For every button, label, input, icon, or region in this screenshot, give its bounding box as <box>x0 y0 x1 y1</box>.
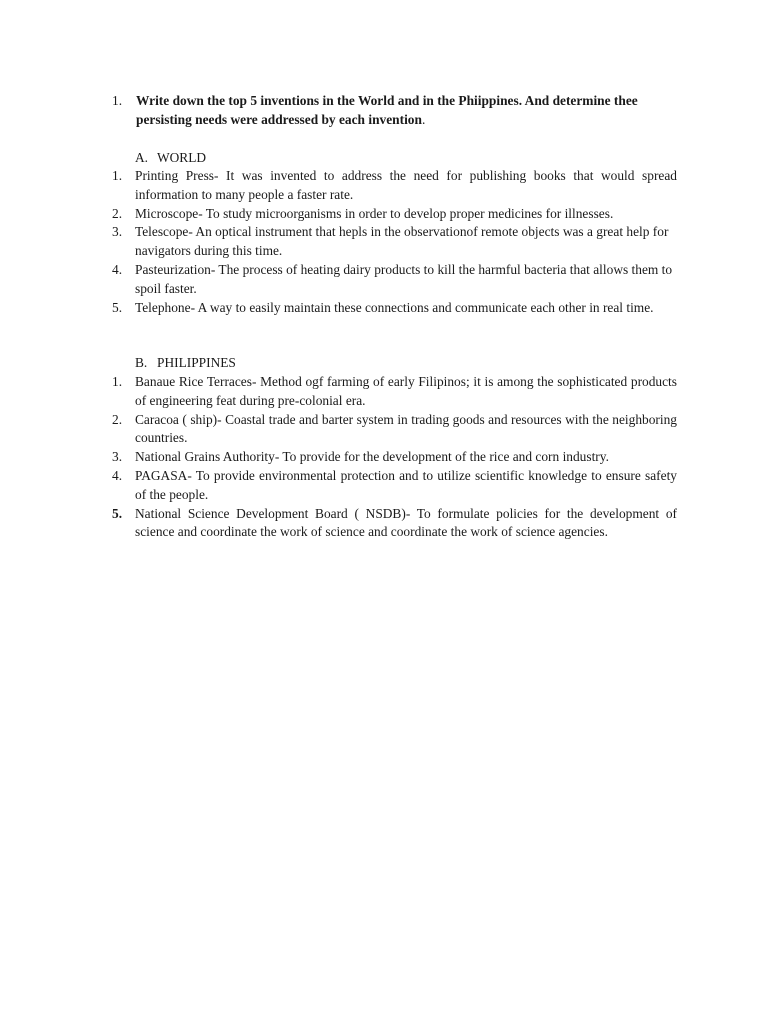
list-item <box>112 299 677 318</box>
item-number: 4. <box>112 261 123 277</box>
item-number: 2. <box>112 411 123 427</box>
item-text: Microscope- To study microorganisms in order to develop proper medicines for illnesses. <box>135 205 614 221</box>
item-number: 4. <box>112 467 123 483</box>
world-list <box>112 167 677 317</box>
list-item <box>112 448 677 467</box>
list-item <box>112 261 677 299</box>
item-number: 2. <box>112 205 123 221</box>
item-number: 3. <box>112 449 123 465</box>
section-title-philippines: PHILIPPINES <box>157 355 236 370</box>
item-number: 5. <box>112 505 123 521</box>
item-number: 3. <box>112 224 123 240</box>
list-item <box>112 467 677 505</box>
list-item <box>112 411 677 449</box>
item-text: National Grains Authority- To provide for the development of the rice and corn industry. <box>135 449 609 465</box>
section-letter-philippines: B. <box>135 355 148 370</box>
item-text: PAGASA- To provide environmental protection and to utilize scientific knowledge to ensure safety of the people. <box>135 467 677 502</box>
item-number: 5. <box>112 299 123 315</box>
section-title-world: WORLD <box>157 150 207 165</box>
question-text-bold: Write down the top 5 inventions in the World and in the Phiippines. And determine thee persisting needs were addressed by each invention <box>136 93 638 127</box>
list-item <box>112 505 677 543</box>
item-text: Caracoa ( ship)- Coastal trade and barter system in trading goods and resources with the neighboring countries. <box>135 411 677 446</box>
list-item <box>112 167 677 205</box>
item-text: Pasteurization- The process of heating dairy products to kill the harmful bacteria that allows them to spoil faster. <box>135 261 673 296</box>
question <box>112 91 677 129</box>
item-number: 1. <box>112 374 123 389</box>
item-text: Printing Press- It was invented to address the need for publishing books that would spread information to many people a faster rate. <box>135 168 677 202</box>
item-text: Banaue Rice Terraces- Method ogf farming of early Filipinos; it is among the sophisticated products of engineering feat during pre-colonial era. <box>135 374 677 408</box>
philippines-list <box>112 373 677 542</box>
question-text <box>136 91 677 129</box>
section-letter-world: A. <box>135 150 149 165</box>
item-text: Telephone- A way to easily maintain these connections and communicate each other in real time. <box>135 299 654 315</box>
list-item <box>112 223 677 261</box>
item-number: 1. <box>112 168 123 183</box>
question-text-end: . <box>421 112 426 127</box>
list-item <box>112 373 677 411</box>
list-item <box>112 205 677 224</box>
section-heading-philippines <box>135 353 236 372</box>
question-number: 1. <box>112 93 123 108</box>
item-text: Telescope- An optical instrument that hepls in the observationof remote objects was a great help for navigators during this time. <box>135 224 669 259</box>
item-text: National Science Development Board ( NSDB)- To formulate policies for the development of science and coordinate the work of science and coordinate the work of science agencies. <box>135 505 677 540</box>
section-heading-world <box>135 148 206 167</box>
